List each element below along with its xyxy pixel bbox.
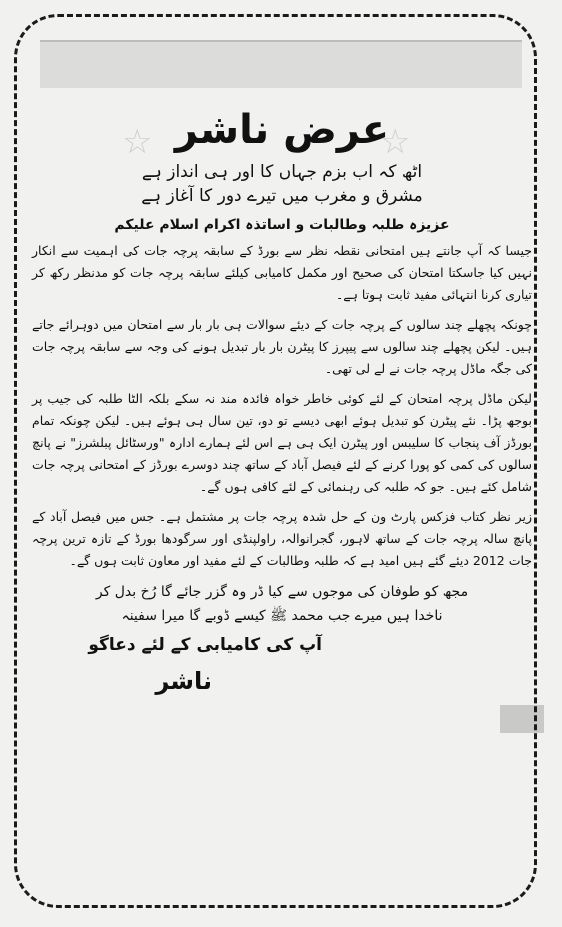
page-title: عرض ناشر — [174, 107, 390, 153]
paragraph: چونکہ پچھلے چند سالوں کے پرچہ جات کے دیئے سوالات ہی بار بار سے امتحان میں دوہرائے جاتے ہیں۔ لیکن پچھلے چند سالوں سے پیپرز کا پیٹرن بار بار تبدیل ہونے کی وجہ سے سابقہ پرچہ جات کی جگہ ماڈل پرچہ جات نے لے لی تھی۔ — [32, 317, 532, 376]
prayer-line: آپ کی کامیابی کے لئے دعاگو — [88, 635, 322, 655]
closing-couplet-line: ناخدا ہیں میرے جب محمد ﷺ کیسے ڈوبے گا میرا سفینہ — [121, 608, 443, 624]
publisher-note — [32, 106, 532, 806]
paragraph: لیکن ماڈل پرچہ امتحان کے لئے کوئی خاطر خواہ فائدہ مند نہ سکے بلکہ الٹا طلبہ کی جیب پر بوجھ پڑا۔ نئے پیٹرن کو تبدیل ہوئے ابھی دیسے تو دو، تین سال ہی ہوئے ہیں۔ لیکن چونکہ تمام بورڈز آف پنجاب کا سلیبس اور پیٹرن ایک ہی ہے اس لئے ہمارے ادارہ "ورسٹائل پبلشرز" نے پانچ سالوں کی کمی کو پورا کرنے کے لئے فیصل آباد کے ساتھ چند دوسرے بورڈز کے امتحانی پرچہ جات شامل کئے ہیں۔ جو کہ طلبہ کی رہنمائی کے لئے کافی ہوں گے۔ — [32, 391, 532, 494]
opening-verse-line: اٹھ کہ اب بزم جہاں کا اور ہی انداز ہے — [141, 162, 423, 182]
paragraph: جیسا کہ آپ جانتے ہیں امتحانی نقطہ نظر سے بورڈ کے سابقہ پرچہ جات کی اہمیت سے انکار نہیں کیا جاسکتا امتحان کی صحیح اور مکمل کامیابی کیلئے سابقہ پرچہ جات کو مدنظر رکھ کر تیاری کرنا انتہائی مفید ثابت ہوتا ہے۔ — [32, 243, 532, 302]
show-through-star-icon: ☆ — [122, 122, 153, 162]
closing-couplet-line: مجھ کو طوفان کی موجوں سے کیا ڈر وہ گزر جائے گا رُخ بدل کر — [95, 584, 469, 600]
signature: ناشر — [155, 667, 212, 695]
salutation: عزیزہ طلبہ وطالبات و اساتذہ اکرام اسلام علیکم — [114, 217, 450, 233]
opening-verse-line: مشرق و مغرب میں تیرے دور کا آغاز ہے — [141, 186, 423, 206]
paragraph: زیر نظر کتاب فزکس پارٹ ون کے حل شدہ پرچہ جات پر مشتمل ہے۔ جس میں فیصل آباد کے پانچ سالہ پرچہ جات کے ساتھ لاہور، گجرانوالہ، راولپنڈی اور سرگودھا بورڈ کے تازہ ترین پرچہ جات 2012 دیئے گئے ہیں امید ہے کہ طلبہ وطالبات کے لئے مفید اور معاون ثابت ہوں گے۔ — [32, 509, 532, 568]
show-through-star-icon: ☆ — [380, 122, 411, 162]
